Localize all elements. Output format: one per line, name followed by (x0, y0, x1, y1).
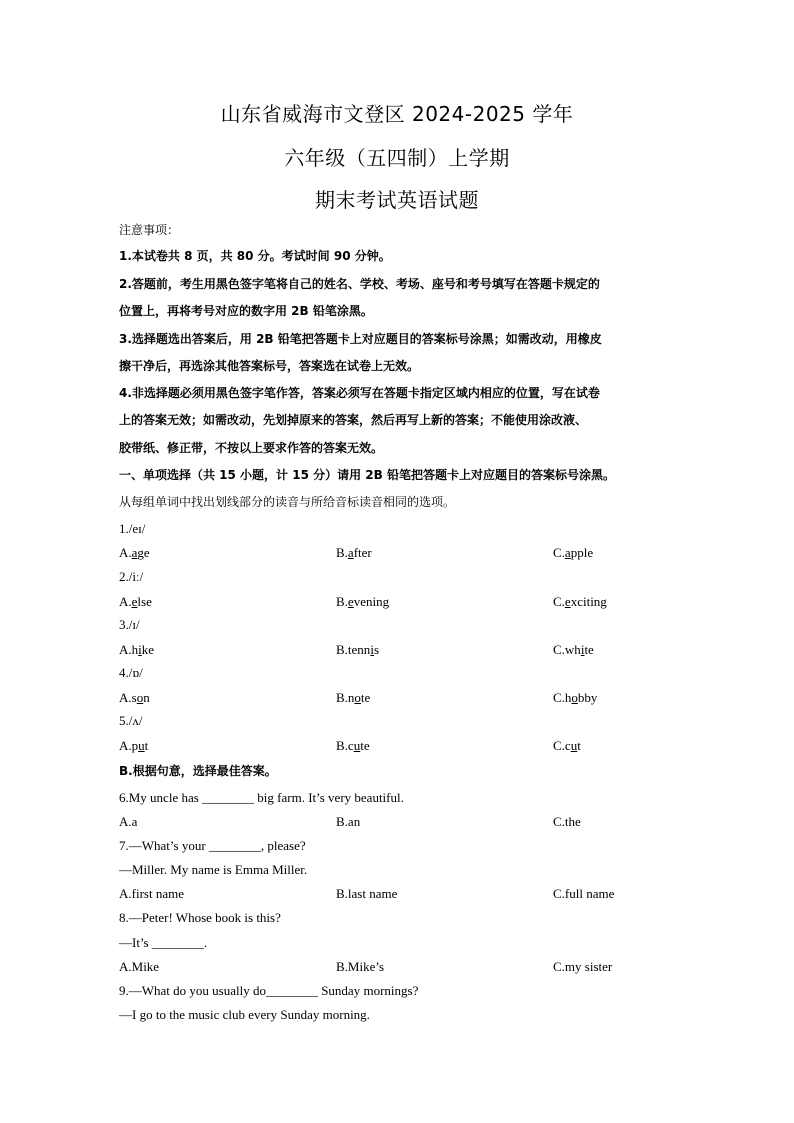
option-c: C.hobby (553, 690, 598, 705)
exam-title-line2: 六年级（五四制）上学期 (284, 146, 510, 170)
notice-item: 2.答题前，考生用黑色签字笔将自己的姓名、学校、考场、座号和考号填写在答题卡规定的 (119, 277, 600, 291)
question-stem: 3./ɪ/ (119, 617, 140, 632)
notice-item: 擦干净后，再选涂其他答案标号，答案选在试卷上无效。 (119, 359, 420, 373)
option-b: B.note (336, 690, 371, 705)
option-b: B.tennis (336, 642, 379, 657)
notice-item: 位置上，再将考号对应的数字用 2B 铅笔涂黑。 (119, 304, 373, 318)
option-c: C.apple (553, 545, 594, 560)
option-a: A.Mike (119, 959, 160, 974)
option-b: B.Mike’s (336, 959, 385, 974)
option-a: A.a (119, 814, 138, 829)
option-c: C.exciting (553, 594, 607, 609)
option-b: B.cute (336, 738, 370, 753)
option-c: C.the (553, 814, 581, 829)
option-a: A.first name (119, 886, 184, 901)
option-a: A.hike (119, 642, 155, 657)
option-b: B.last name (336, 886, 398, 901)
exam-title-line3: 期末考试英语试题 (315, 188, 479, 212)
notice-heading: 注意事项： (119, 223, 180, 237)
option-a: A.put (119, 738, 149, 753)
exam-title-line1: 山东省威海市文登区 2024-2025 学年 (220, 102, 574, 126)
notice-item: 胶带纸、修正带，不按以上要求作答的答案无效。 (119, 441, 384, 455)
option-c: C.full name (553, 886, 615, 901)
option-a: A.son (119, 690, 150, 705)
option-b: B.evening (336, 594, 390, 609)
option-c: C.my sister (553, 959, 613, 974)
option-c: C.cut (553, 738, 581, 753)
option-b: B.an (336, 814, 361, 829)
notice-item: 4.非选择题必须用黑色签字笔作答，答案必须写在答题卡指定区域内相应的位置，写在试卷 (119, 386, 600, 400)
question-dialogue-line: —Miller. My name is Emma Miller. (119, 862, 308, 877)
part-a-instruction: 从每组单词中找出划线部分的读音与所给音标读音相同的选项。 (119, 495, 456, 509)
question-dialogue-line: —I go to the music club every Sunday morning. (119, 1007, 370, 1022)
question-stem: 9.—What do you usually do________ Sunday mornings? (119, 983, 419, 998)
question-stem: 1./eɪ/ (119, 521, 146, 536)
notice-item: 上的答案无效；如需改动，先划掉原来的答案，然后再写上新的答案；不能使用涂改液、 (119, 413, 588, 427)
option-b: B.after (336, 545, 372, 560)
question-dialogue-line: —It’s ________. (119, 935, 208, 950)
option-a: A.age (119, 545, 150, 560)
section-heading: 一、单项选择（共 15 小题，计 15 分）请用 2B 铅笔把答题卡上对应题目的答案标号涂黑。 (119, 468, 615, 482)
question-stem: 8.—Peter! Whose book is this? (119, 910, 281, 925)
question-stem: 4./ɒ/ (119, 665, 143, 680)
option-a: A.else (119, 594, 152, 609)
question-stem: 6.My uncle has ________ big farm. It’s very beautiful. (119, 790, 404, 805)
question-stem: 7.—What’s your ________, please? (119, 838, 306, 853)
notice-item: 1.本试卷共 8 页，共 80 分。考试时间 90 分钟。 (119, 249, 391, 263)
part-b-instruction: B.根据句意，选择最佳答案。 (119, 764, 277, 778)
question-stem: 2./iː/ (119, 569, 144, 584)
question-stem: 5./ʌ/ (119, 713, 143, 728)
notice-item: 3.选择题选出答案后，用 2B 铅笔把答题卡上对应题目的答案标号涂黑；如需改动，用橡皮 (119, 332, 602, 346)
option-c: C.white (553, 642, 594, 657)
